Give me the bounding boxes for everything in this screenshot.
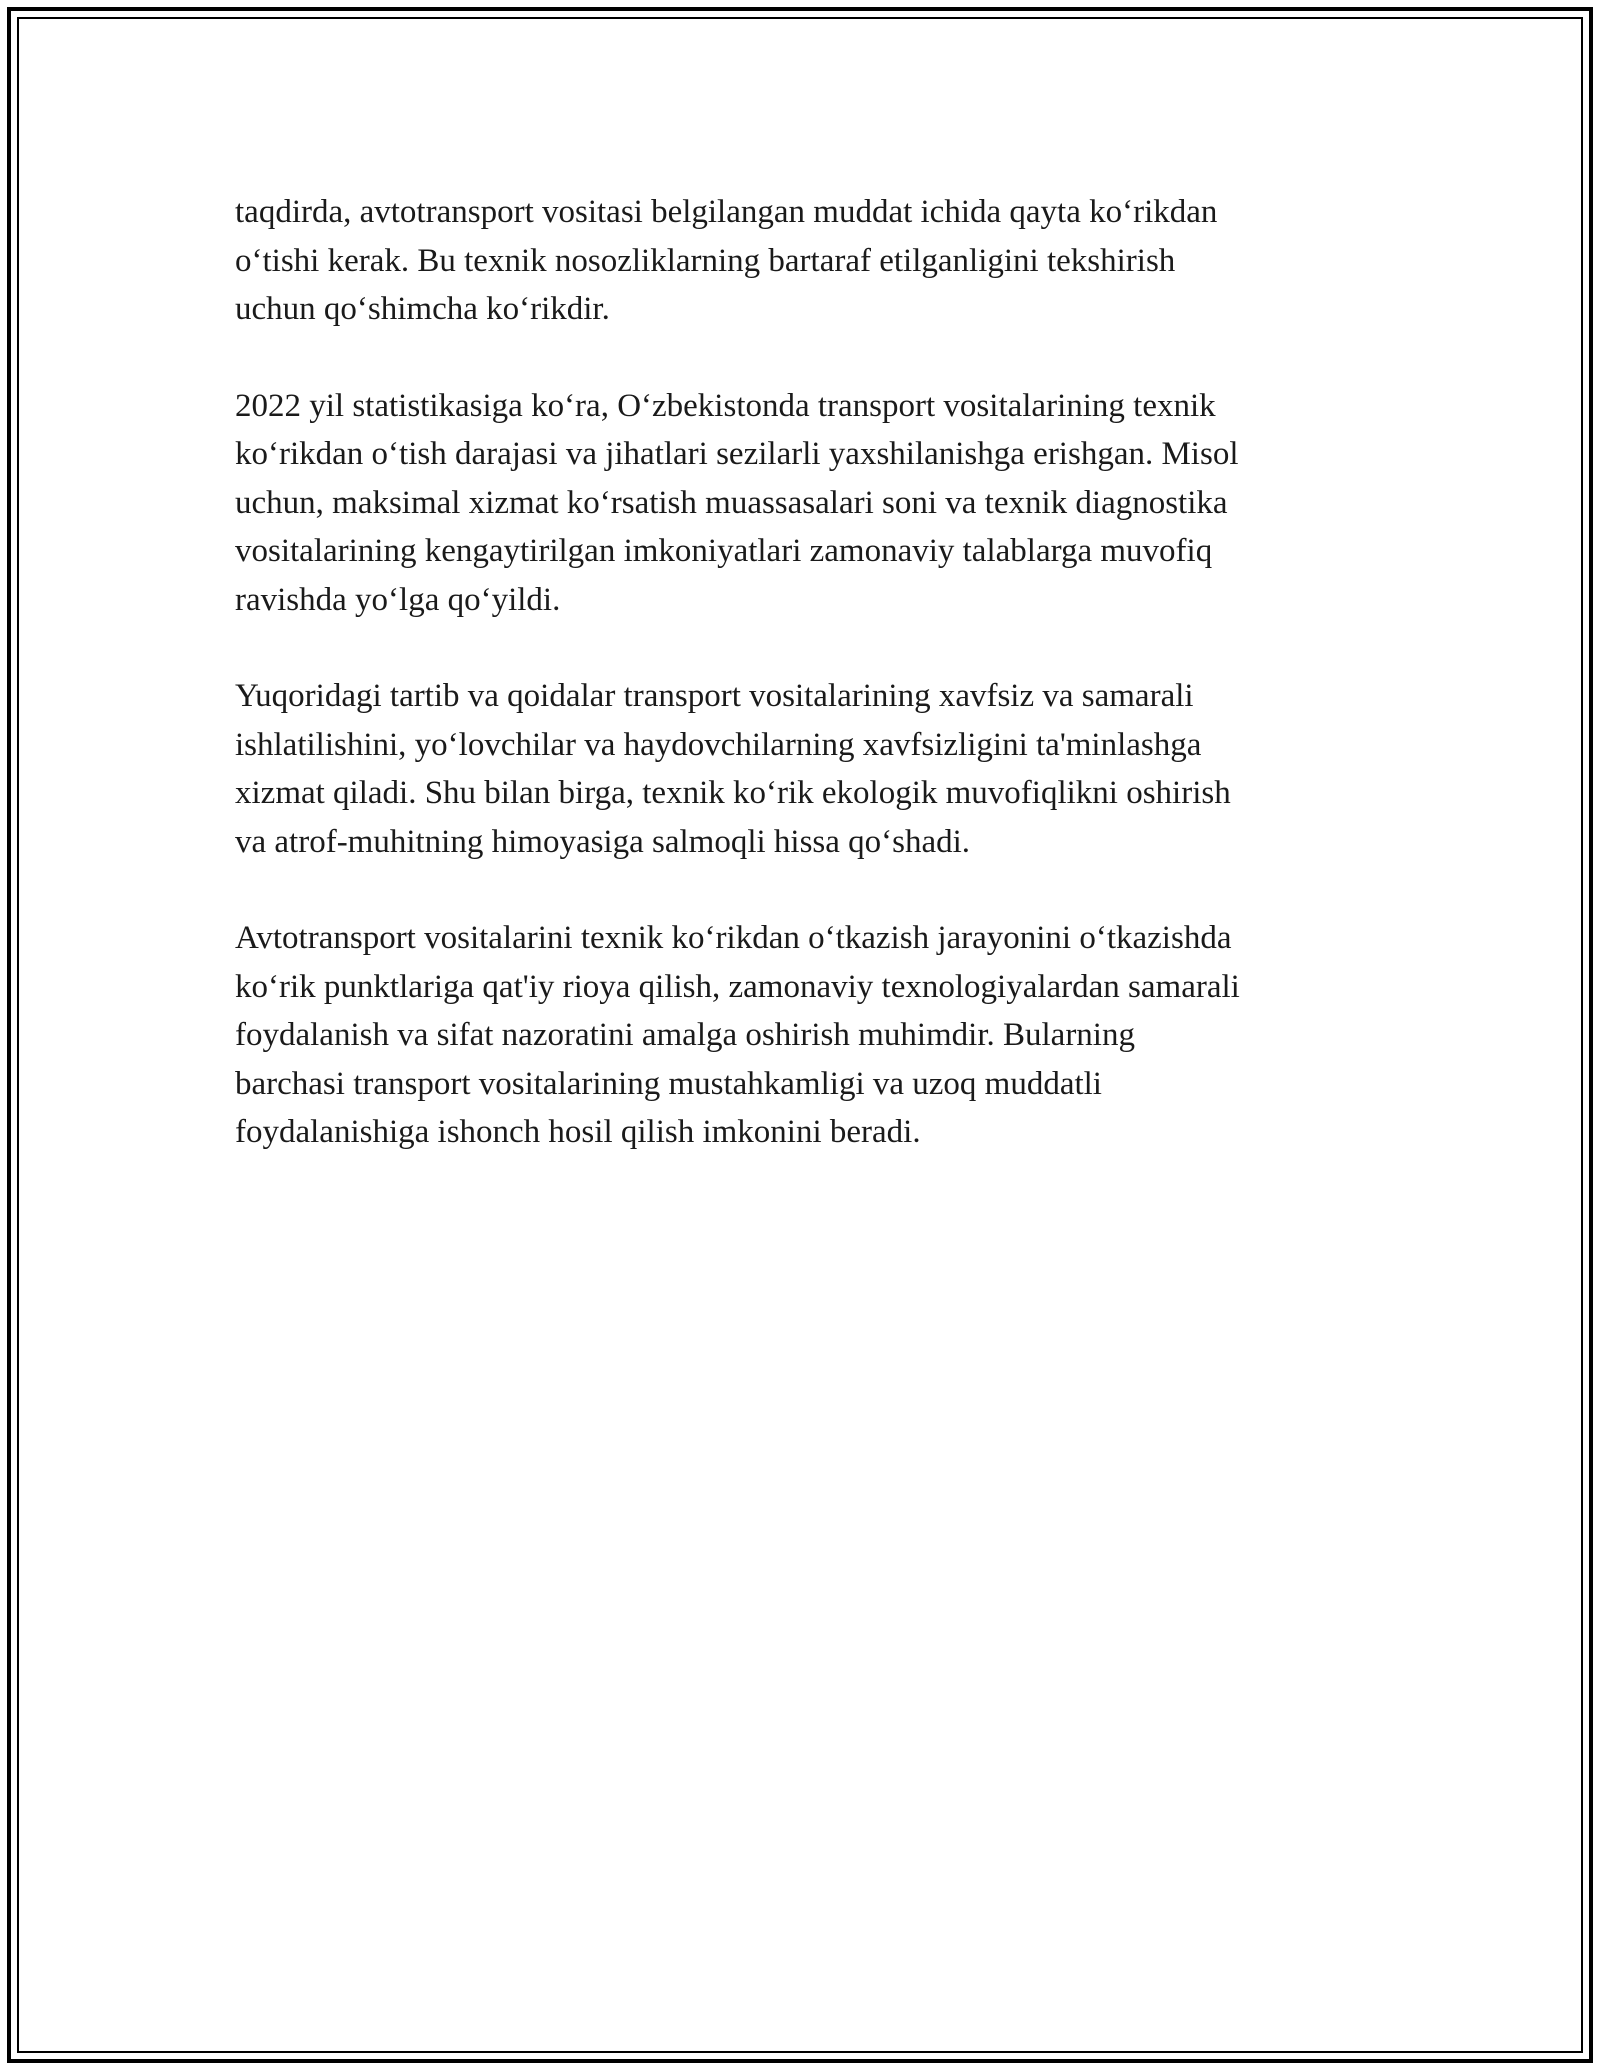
paragraph-4: Avtotransport vositalarini texnik ko‘rikdan o‘tkazish jarayonini o‘tkazishda ko‘rik punktlariga qat'iy rioya qilish, zamonaviy texnologiyalardan samarali foydalanish va sifat nazoratini amalga oshirish muhimdir. Bularning barchasi transport vositalarining mustahkamligi va uzoq muddatli foydalanishiga ishonch hosil qilish imkonini beradi. — [235, 920, 1240, 1150]
paragraph-2: 2022 yil statistikasiga ko‘ra, O‘zbekistonda transport vositalarining texnik ko‘rikdan o‘tish darajasi va jihatlari sezilarli yaxshilanishga erishgan. Misol uchun, maksimal xizmat ko‘rsatish muassasalari soni va texnik diagnostika vositalarining kengaytirilgan imkoniyatlari zamonaviy talablarga muvofiq ravishda yo‘lga qo‘yildi. — [235, 387, 1239, 618]
paragraph-1: taqdirda, avtotransport vositasi belgilangan muddat ichida qayta ko‘rikdan o‘tishi kerak. Bu texnik nosozliklarning bartaraf etilganligini tekshirish uchun qo‘shimcha ko‘rikdir. — [235, 194, 1218, 327]
document-body — [235, 188, 1365, 1205]
paragraph-3: Yuqoridagi tartib va qoidalar transport vositalarining xavfsiz va samarali ishlatilishini, yo‘lovchilar va haydovchilarning xavfsizligini ta'minlashga xizmat qiladi. Shu bilan birga, texnik ko‘rik ekologik muvofiqlikni oshirish va atrof-muhitning himoyasiga salmoqli hissa qo‘shadi. — [235, 678, 1231, 860]
